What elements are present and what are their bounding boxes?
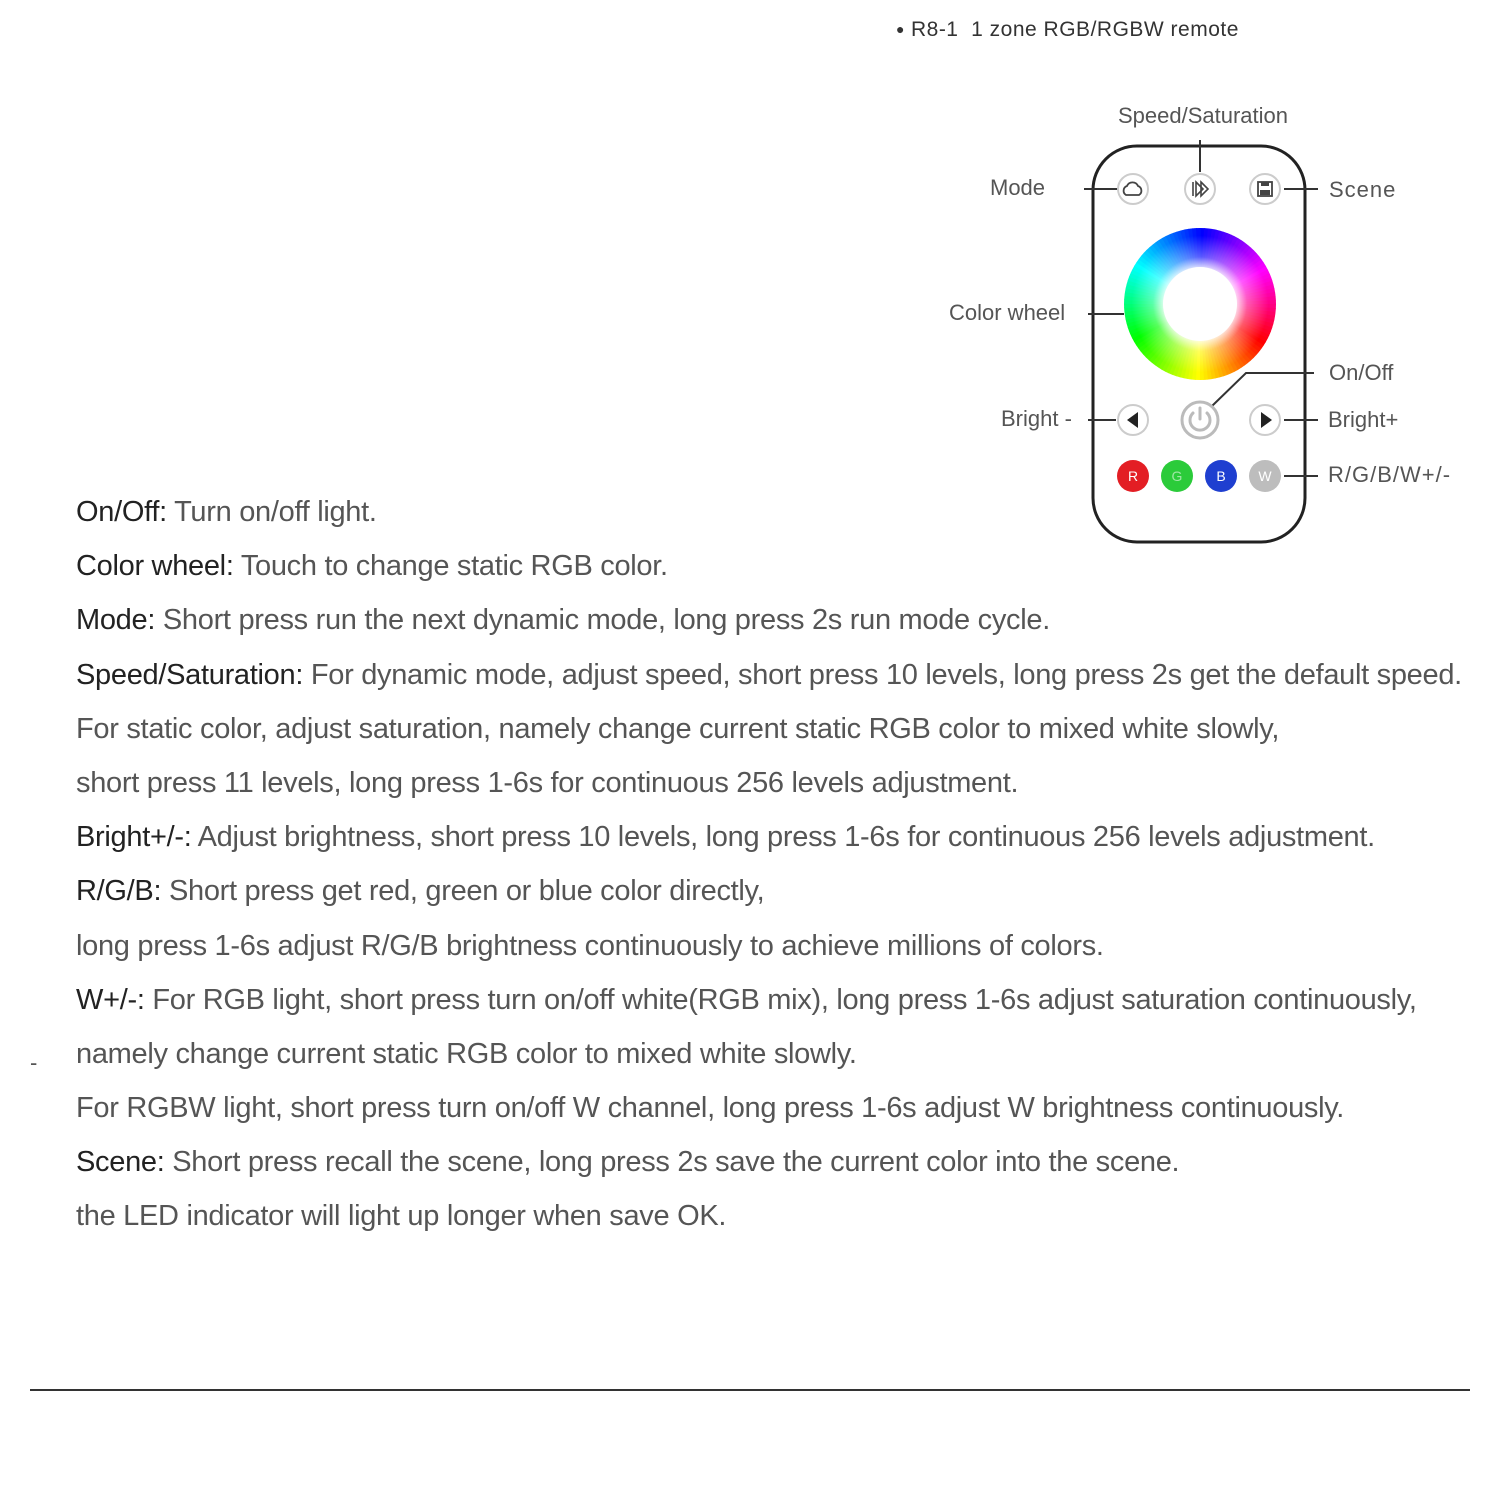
mode-button[interactable] [1118,174,1148,204]
color-button-label: W [1258,468,1272,484]
description-term: Mode: [76,604,156,637]
callout-speed-saturation: Speed/Saturation [1118,103,1289,128]
description-line [76,756,1486,810]
description-line [76,810,1486,864]
description-text: namely change current static RGB color to mixed white slowly. [76,1037,857,1070]
callout-scene: Scene [1329,177,1397,202]
description-text: Short press recall the scene, long press 2s save the current color into the scene. [164,1146,1180,1179]
callout-color-wheel: Color wheel [949,300,1066,325]
callout-on-off: On/Off [1329,360,1394,385]
remote-diagram [0,0,1500,560]
power-button[interactable] [1182,402,1218,438]
description-text: Short press run the next dynamic mode, long press 2s run mode cycle. [155,604,1050,637]
description-text: Touch to change static RGB color. [233,550,668,583]
description-line [76,539,1486,593]
callout-rgbw: R/G/B/W+/- [1328,462,1452,487]
description-text: Turn on/off light. [166,496,377,528]
description-text: short press 11 levels, long press 1-6s for continuous 256 levels adjustment. [76,766,1019,799]
description-text: Short press get red, green or blue color directly, [161,875,765,908]
speed-saturation-button[interactable] [1185,174,1215,204]
scene-button[interactable] [1250,174,1280,204]
description-term: Speed/Saturation: [76,658,304,691]
description-text: the LED indicator will light up longer when save OK. [76,1200,727,1233]
description-line [76,648,1486,702]
color-button-label: R [1127,468,1139,484]
description-term: R/G/B: [76,875,162,908]
description-line [76,864,1486,918]
description-term: Bright+/-: [76,821,192,854]
description-text: Adjust brightness, short press 10 levels, long press 1-6s for continuous 256 levels adjustment. [191,821,1375,854]
callout-bright-minus: Bright - [1001,406,1072,431]
color-button-label: G [1171,468,1183,484]
description-line [76,485,1486,539]
description-term: On/Off: [76,496,167,528]
stray-mark: - [30,1050,38,1075]
description-line [76,1189,1486,1243]
color-button-label: B [1216,468,1226,484]
header-title: 1 zone RGB/RGBW remote [971,18,1239,41]
description-text: For static color, adjust saturation, namely change current static RGB color to mixed white slowly, [76,712,1280,745]
description-term: Color wheel: [76,550,234,583]
description-text: For RGBW light, short press turn on/off W channel, long press 1-6s adjust W brightness continuously. [76,1092,1345,1125]
description-line [76,973,1486,1027]
description-text: long press 1-6s adjust R/G/B brightness continuously to achieve millions of colors. [76,929,1104,962]
description-line [76,919,1486,973]
description-line [76,1081,1486,1135]
callout-mode: Mode [990,175,1046,200]
description-line [76,1027,1486,1081]
bright-minus-button[interactable] [1118,405,1148,435]
model-number: R8-1 [910,18,959,41]
bullet: ● [896,21,905,37]
bright-plus-button[interactable] [1250,405,1280,435]
description-text: For RGB light, short press turn on/off white(RGB mix), long press 1-6s adjust saturation continuously, [144,983,1417,1016]
description-text: For dynamic mode, adjust speed, short press 10 levels, long press 2s get the default speed. [303,658,1462,691]
callout-bright-plus: Bright+ [1328,407,1399,432]
description-line [76,1135,1486,1189]
description-line [76,593,1486,647]
description-term: W+/-: [76,983,145,1016]
description-line [76,702,1486,756]
description-term: Scene: [76,1146,165,1179]
function-descriptions [76,485,1486,1244]
bottom-divider [30,1389,1470,1391]
